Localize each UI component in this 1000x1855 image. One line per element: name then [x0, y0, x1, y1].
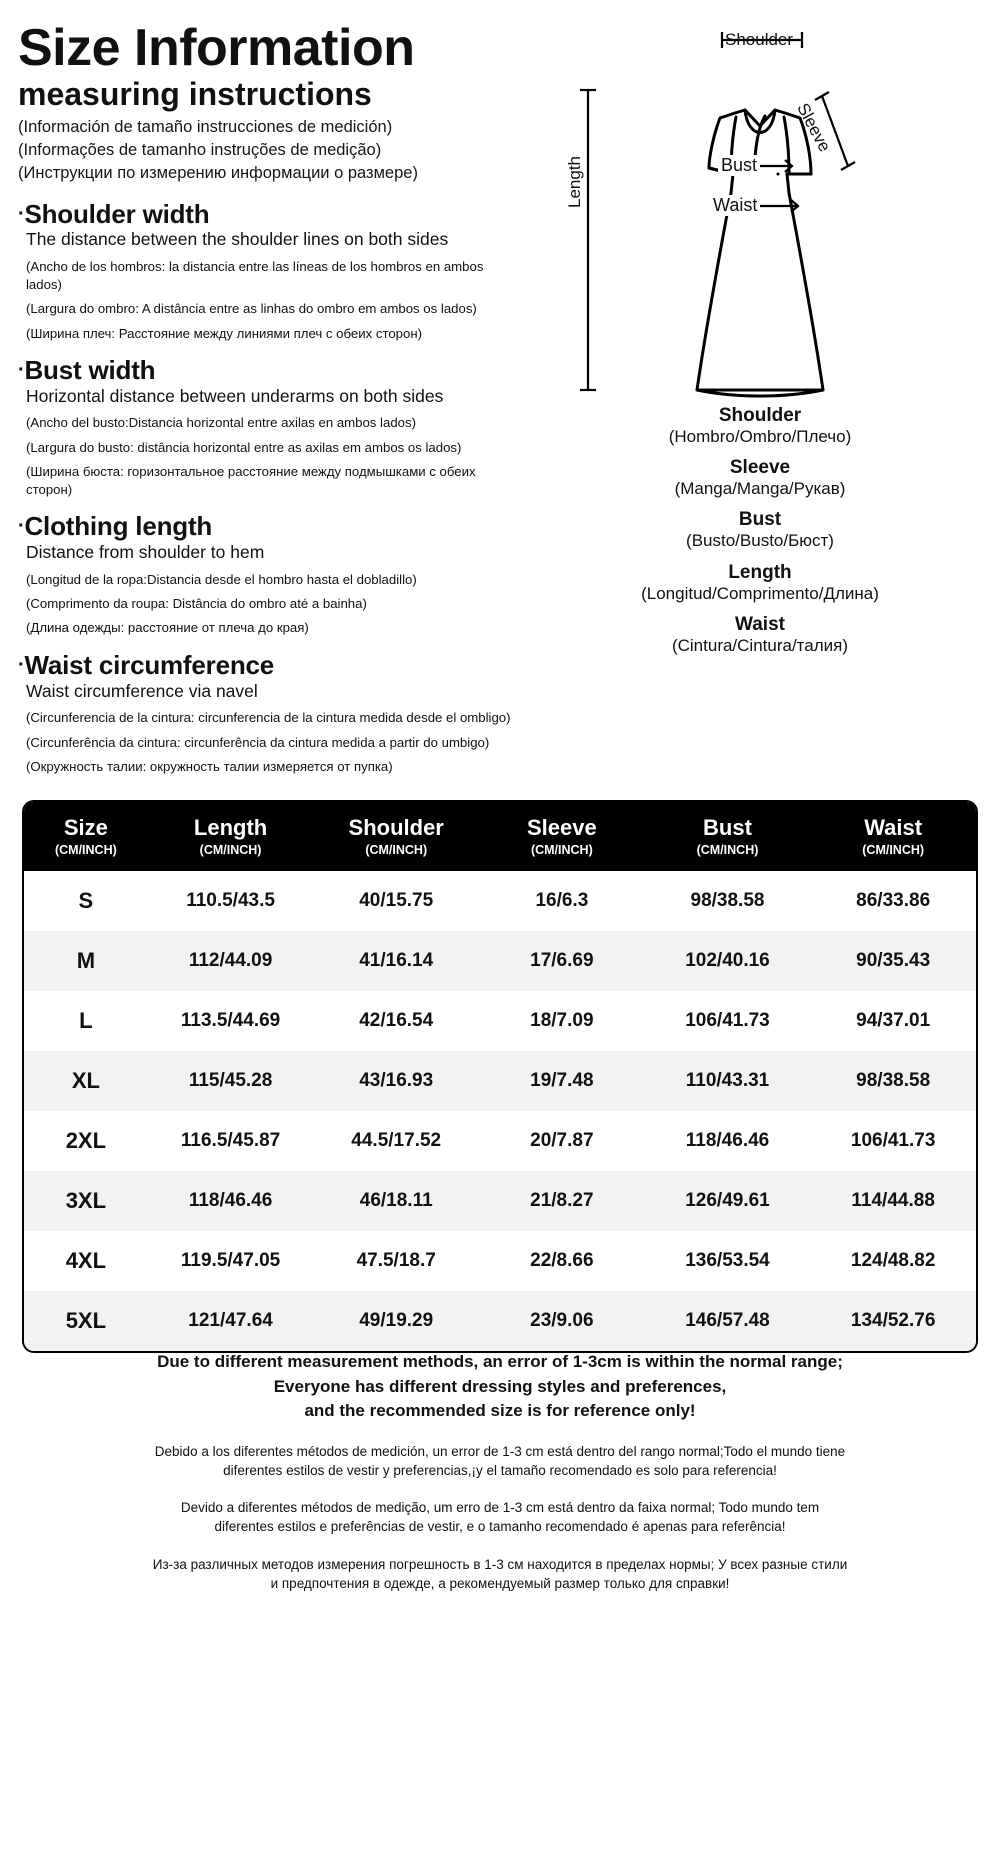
- column-header-shoulder: [313, 802, 479, 871]
- table-body: [24, 871, 976, 1351]
- cell-sleeve: 21/8.27: [530, 1190, 594, 1212]
- section-translation-ru: (Ширина плеч: Расстояние между линиями плеч с обеих сторон): [26, 325, 423, 341]
- section-translation-ru: (Длина одежды: расстояние от плеча до края): [26, 620, 309, 636]
- cell-length: 112/44.09: [188, 950, 273, 972]
- section-translation-pt: (Largura do busto: distância horizontal entre as axilas em ambos os lados): [26, 439, 462, 455]
- cell-length: 113.5/44.69: [180, 1010, 281, 1032]
- disclaimer-ru: [40, 1555, 960, 1593]
- title-translation-ru: (Инструкции по измерению информации о размере): [18, 164, 418, 183]
- disclaimer-ru-line: Из-за различных методов измерения погрешность в 1-3 см находится в пределах нормы; У всех разные стили: [152, 1556, 848, 1572]
- section-bust-width: [18, 356, 520, 498]
- section-description: Waist circumference via navel: [26, 680, 258, 701]
- cell-shoulder: 44.5/17.52: [351, 1130, 442, 1152]
- cell-sleeve: 20/7.87: [530, 1130, 594, 1152]
- section-translation-pt: (Circunferência da cintura: circunferência da cintura medida a partir do umbigo): [26, 734, 490, 750]
- bullet-icon: ·: [18, 515, 25, 538]
- table-header-row: [24, 802, 976, 871]
- table-row: [24, 1231, 976, 1291]
- cell-length: 118/46.46: [188, 1190, 273, 1212]
- cell-waist: 90/35.43: [856, 950, 931, 972]
- cell-waist: 94/37.01: [856, 1010, 931, 1032]
- cell-waist: 86/33.86: [856, 890, 931, 912]
- cell-sleeve: 22/8.66: [530, 1250, 594, 1272]
- cell-bust: 106/41.73: [685, 1010, 770, 1032]
- legend-translation: (Cintura/Cintura/талия): [671, 635, 849, 655]
- legend-term: Bust: [738, 509, 782, 531]
- legend-item: [520, 457, 1000, 499]
- size-table: [24, 802, 976, 1351]
- cell-shoulder: 43/16.93: [359, 1070, 434, 1092]
- legend-translation: (Hombro/Ombro/Плечо): [668, 426, 852, 446]
- disclaimer-pt-line: Devido a diferentes métodos de medição, um erro de 1-3 cm está dentro da faixa normal; Todo mundo tem: [180, 1500, 820, 1516]
- cell-shoulder: 46/18.11: [359, 1190, 433, 1212]
- section-description: Distance from shoulder to hem: [26, 541, 265, 562]
- disclaimer-en-line: Due to different measurement methods, an error of 1-3cm is within the normal range;: [157, 1352, 843, 1371]
- footer-disclaimer: [40, 1350, 960, 1593]
- cell-waist: 106/41.73: [850, 1130, 936, 1152]
- column-header-waist: [810, 802, 976, 871]
- section-heading-text: Waist circumference: [24, 649, 275, 680]
- top-section: [0, 0, 1000, 790]
- length-measure-bracket: [580, 90, 596, 390]
- section-heading: [18, 651, 520, 680]
- column-header-length: [148, 802, 314, 871]
- column-title: Shoulder: [348, 815, 444, 840]
- bullet-icon: ·: [18, 653, 25, 676]
- cell-size: 2XL: [65, 1128, 107, 1154]
- page-title: Size Information: [18, 19, 415, 77]
- section-heading-text: Clothing length: [24, 511, 213, 542]
- title-translation-es: (Información de tamaño instrucciones de medición): [18, 117, 393, 136]
- column-unit: (CM/INCH): [54, 842, 117, 857]
- diagram-label-shoulder: Shoulder: [725, 30, 794, 49]
- legend-item: [520, 614, 1000, 656]
- cell-length: 121/47.64: [188, 1310, 273, 1332]
- disclaimer-es-line: diferentes estilos de vestir y preferencias,¡y el tamaño recomendado es solo para referencia!: [223, 1463, 777, 1479]
- column-title: Length: [193, 815, 268, 840]
- cell-waist: 124/48.82: [850, 1250, 936, 1272]
- cell-shoulder: 49/19.29: [359, 1310, 434, 1332]
- cell-size: XL: [71, 1068, 100, 1094]
- cell-shoulder: 47.5/18.7: [356, 1250, 436, 1272]
- table-row: [24, 1171, 976, 1231]
- legend-translation: (Longitud/Comprimento/Длина): [641, 583, 879, 603]
- page-subtitle: measuring instructions: [18, 76, 372, 112]
- legend-term: Sleeve: [729, 457, 791, 479]
- cell-size: 5XL: [65, 1308, 107, 1334]
- diagram-label-sleeve: Sleeve: [793, 100, 835, 155]
- cell-size: L: [79, 1008, 93, 1034]
- cell-length: 110.5/43.5: [186, 890, 275, 912]
- cell-shoulder: 42/16.54: [359, 1010, 434, 1032]
- section-translation-es: (Circunferencia de la cintura: circunferencia de la cintura medida desde el ombligo): [26, 710, 511, 726]
- column-header-size: [24, 802, 148, 871]
- column-unit: (CM/INCH): [365, 842, 428, 857]
- disclaimer-ru-line: и предпочтения в одежде, а рекомендуемый размер только для справки!: [270, 1575, 730, 1591]
- cell-size: M: [76, 948, 96, 974]
- diagram-label-waist: Waist: [710, 195, 760, 216]
- diagram-label-length: Length: [565, 156, 584, 208]
- bullet-icon: ·: [18, 202, 25, 225]
- legend-term: Shoulder: [718, 405, 802, 426]
- table-row: [24, 931, 976, 991]
- bullet-icon: ·: [18, 359, 25, 382]
- disclaimer-en-line: Everyone has different dressing styles and preferences,: [273, 1376, 727, 1396]
- section-heading-text: Bust width: [24, 355, 156, 386]
- title-translation-pt: (Informações de tamanho instruções de medição): [18, 141, 382, 160]
- cell-bust: 136/53.54: [685, 1250, 770, 1272]
- column-title: Bust: [703, 815, 752, 840]
- diagram-column: [520, 0, 1000, 790]
- diagram-label-bust: Bust: [718, 155, 760, 176]
- cell-bust: 126/49.61: [685, 1190, 770, 1212]
- cell-bust: 118/46.46: [685, 1130, 770, 1152]
- cell-waist: 114/44.88: [851, 1190, 935, 1212]
- table-row: [24, 871, 976, 931]
- cell-bust: 110/43.31: [685, 1070, 770, 1092]
- cell-bust: 98/38.58: [690, 890, 765, 912]
- cell-shoulder: 40/15.75: [359, 890, 434, 912]
- legend-item: [520, 562, 1000, 604]
- legend-item: [520, 509, 1000, 551]
- table-row: [24, 1291, 976, 1351]
- section-shoulder-width: [18, 200, 520, 342]
- section-translation-ru: (Ширина бюста: горизонтальное расстояние между подмышками с обеих сторон): [26, 464, 476, 497]
- table-row: [24, 1111, 976, 1171]
- disclaimer-pt-line: diferentes estilos e preferências de vestir, e o tamanho recomendado é apenas para referência!: [214, 1519, 786, 1535]
- column-unit: (CM/INCH): [862, 842, 925, 857]
- cell-sleeve: 17/6.69: [530, 950, 594, 972]
- cell-waist: 134/52.76: [850, 1310, 936, 1332]
- column-title: Waist: [864, 815, 923, 840]
- instructions-column: [0, 0, 520, 790]
- cell-bust: 102/40.16: [685, 950, 770, 972]
- cell-length: 116.5/45.87: [180, 1130, 281, 1152]
- column-header-bust: [645, 802, 811, 871]
- section-translation-ru: (Окружность талии: окружность талии измеряется от пупка): [26, 759, 393, 775]
- disclaimer-pt: [40, 1498, 960, 1536]
- section-translation-es: (Ancho de los hombros: la distancia entre las líneas de los hombros en ambos lados): [26, 259, 484, 292]
- cell-sleeve: 18/7.09: [530, 1010, 594, 1032]
- section-translation-pt: (Comprimento da roupa: Distância do ombro até a bainha): [26, 596, 367, 612]
- column-unit: (CM/INCH): [199, 842, 262, 857]
- disclaimer-es-line: Debido a los diferentes métodos de medición, un error de 1-3 cm está dentro del rango normal;Todo el mundo tiene: [154, 1443, 846, 1459]
- measurement-legend: [520, 405, 1000, 666]
- table-header: [24, 802, 976, 871]
- disclaimer-es: [40, 1442, 960, 1480]
- cell-sleeve: 19/7.48: [530, 1070, 594, 1092]
- dress-illustration-icon: [540, 18, 980, 418]
- column-header-sleeve: [479, 802, 645, 871]
- cell-shoulder: 41/16.14: [359, 950, 434, 972]
- legend-term: Waist: [735, 613, 785, 635]
- cell-size: S: [78, 888, 94, 914]
- column-title: Size: [63, 815, 108, 840]
- table-row: [24, 1051, 976, 1111]
- section-heading: [18, 356, 520, 385]
- section-heading-text: Shoulder width: [24, 198, 210, 229]
- table-row: [24, 991, 976, 1051]
- disclaimer-en-line: and the recommended size is for reference only!: [304, 1401, 696, 1421]
- cell-size: 3XL: [65, 1188, 107, 1214]
- section-heading: [18, 512, 520, 541]
- cell-sleeve: 23/9.06: [530, 1310, 594, 1332]
- section-translation-es: (Longitud de la ropa:Distancia desde el hombro hasta el dobladillo): [26, 571, 417, 587]
- legend-item: [520, 405, 1000, 447]
- cell-length: 115/45.28: [188, 1070, 273, 1092]
- cell-size: 4XL: [65, 1248, 107, 1274]
- cell-length: 119.5/47.05: [180, 1250, 281, 1272]
- section-description: The distance between the shoulder lines on both sides: [26, 229, 449, 250]
- section-translation-pt: (Largura do ombro: A distância entre as linhas do ombro em ambos os lados): [26, 301, 477, 317]
- cell-bust: 146/57.48: [685, 1310, 770, 1332]
- section-translation-es: (Ancho del busto:Distancia horizontal entre axilas en ambos lados): [26, 415, 416, 431]
- legend-translation: (Manga/Manga/Рукав): [674, 479, 846, 499]
- section-heading: [18, 200, 520, 229]
- size-table-container: [22, 800, 978, 1353]
- section-waist-circumference: [18, 651, 520, 776]
- column-unit: (CM/INCH): [530, 842, 593, 857]
- dress-diagram: [520, 18, 1000, 408]
- cell-waist: 98/38.58: [856, 1070, 931, 1092]
- column-title: Sleeve: [526, 815, 597, 840]
- legend-term: Length: [728, 561, 792, 583]
- section-clothing-length: [18, 512, 520, 637]
- legend-translation: (Busto/Busto/Бюст): [686, 531, 834, 551]
- cell-sleeve: 16/6.3: [535, 890, 589, 912]
- section-description: Horizontal distance between underarms on both sides: [26, 385, 444, 406]
- column-unit: (CM/INCH): [696, 842, 759, 857]
